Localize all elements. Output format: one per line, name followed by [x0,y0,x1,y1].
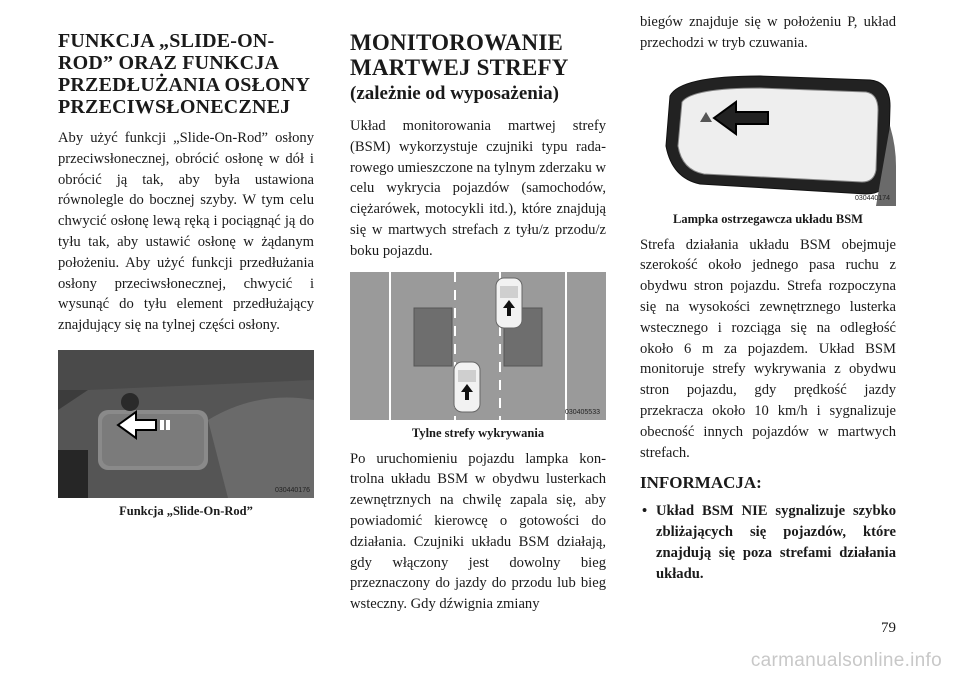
figure-code: 030440174 [854,194,890,202]
bsm-intro-text: Układ monitorowania martwej strefy (BSM) wykorzystuje czujniki typu radarowego umieszczone na tylnym zderzaku w celu wykrycia pojazdów (samochodów, ciężarówek, motocykli itd.), które znajdują się w martwych strefach z tyłu/z przodu/z boku pojazdu. [350,118,606,259]
bsm-operation-text: Po uruchomieniu pojazdu lampka kontrolna układu BSM w obydwu lusterkach zewnętrznych na chwilę zapala się, aby powiadomić kierowcę o gotowości do działania. Czujniki układu BSM działają, gdy włączony jest dowolny bieg przeznaczony do jazdy do przodu lub bieg wsteczny. Gdy dźwignia zmiany [350,450,606,613]
note-item: • Układ BSM NIE sygnalizuje szybko zbliżających się pojazdów, które znajdują się poza strefami działania układu. [640,501,896,584]
section-heading-bsm: MONITOROWANIE MARTWEJ STREFY [350,30,569,80]
bsm-range-text: Strefa działania układu BSM obejmuje szerokość około jednego pasa ruchu z obydwu stron pojazdu. Strefa rozpoczyna się na wysokości zewnętrznego lusterka wstecznego i rozciąga się na odległość około 6 m za pojazdem. Układ BSM monitoruje strefy wykrywania z obydwu stron pojazdu, gdy prędkość jazdy przekracza około 10 km/h i sygnalizuje obecność innych pojazdów w martwych strefach. [640,236,896,461]
middle-column [350,30,606,615]
detection-zones-figure [350,272,606,420]
figure-caption: Funkcja „Slide-On-Rod” [119,503,253,518]
section-subheading: (zależnie od wyposażenia) [350,83,559,104]
bsm-continued-text: biegów znajduje się w położeniu P, układ przechodzi w tryb czuwania. [640,14,896,51]
info-notes [640,501,896,584]
figure-code: 030440176 [274,486,310,494]
right-column [640,14,896,585]
detection-zones-illustration [350,272,606,420]
figure-caption: Lampka ostrzegawcza układu BSM [673,211,863,226]
mirror-illustration [640,66,896,206]
warning-lamp-figure [640,66,896,206]
sunvisor-figure [58,350,314,498]
figure-code: 030405533 [564,408,600,416]
page-number: 79 [881,620,896,636]
sunvisor-illustration [58,350,314,498]
watermark: carmanualsonline.info [750,650,942,671]
info-heading: INFORMACJA: [640,473,762,493]
sunvisor-body-text: Aby użyć funkcji „Slide-On-Rod” osłony przeciwsłonecznej, obrócić osłonę w dół i obrócić ją tak, aby była ustawiona równolegle do bocznej szyby. W tym celu chwycić osłonę lewą ręką i pociągnąć ją do tyłu tak, aby ustawić osłonę w żądanym położeniu. Aby użyć funkcji przedłużania osłony przeciwsłonecznej, chwycić i wysunąć do tyłu element przedłużający znajdujący się na tylnej części osłony. [58,130,314,334]
figure-caption: Tylne strefy wykrywania [411,425,545,440]
left-column [58,30,314,519]
section-heading-sunvisor: FUNKCJA „SLIDE-ON-ROD” ORAZ FUNKCJA PRZEDŁUŻANIA OSŁONY PRZECIWSŁONECZNEJ [58,30,310,118]
